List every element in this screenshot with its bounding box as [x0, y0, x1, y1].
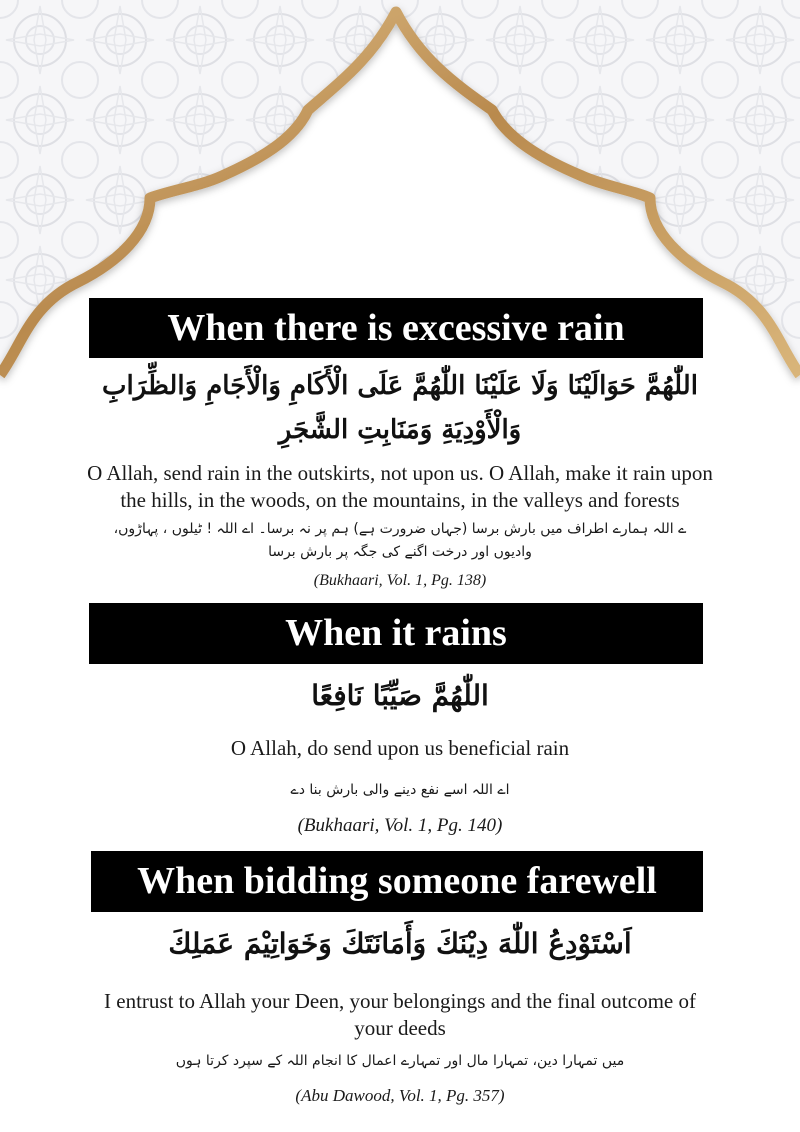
urdu-translation-excessive-rain-line2: وادیوں اور درخت اگنے کی جگہ پر بارش برسا	[268, 544, 532, 560]
section-heading-when-it-rains: When it rains	[89, 603, 703, 664]
arabic-dua-farewell: اَسْتَوْدِعُ اللّٰهَ دِيْنَكَ وَأَمَانَتَكَ وَخَوَاتِيْمَ عَمَلِكَ	[168, 927, 632, 960]
english-translation-when-it-rains: O Allah, do send upon us beneficial rain	[230, 736, 570, 760]
reference-excessive-rain: (Bukhaari, Vol. 1, Pg. 138)	[313, 572, 487, 589]
reference-when-it-rains: (Bukhaari, Vol. 1, Pg. 140)	[297, 815, 503, 836]
urdu-translation-when-it-rains: اے اللہ اسے نفع دینے والی بارش بنا دے	[290, 782, 510, 798]
section-heading-excessive-rain: When there is excessive rain	[89, 298, 703, 358]
english-translation-farewell: I entrust to Allah your Deen, your belongings and the final outcome of your deeds	[104, 989, 696, 1040]
arabic-dua-excessive-rain-line1: اللّٰهُمَّ حَوَالَيْنَا وَلَا عَلَيْنَا اللّٰهُمَّ عَلَى الْأَكَامِ وَالْأَجَامِ وَالظِّرَابِ	[102, 371, 698, 401]
section-heading-farewell: When bidding someone farewell	[91, 851, 703, 912]
arabic-dua-excessive-rain-line2: وَالْأَوْدِيَةِ وَمَنَابِتِ الشَّجَرِ	[278, 415, 522, 445]
english-translation-excessive-rain: O Allah, send rain in the outskirts, not upon us. O Allah, make it rain upon the hills, in the woods, on the mountains, in the valleys and forests	[87, 461, 713, 512]
reference-farewell: (Abu Dawood, Vol. 1, Pg. 357)	[295, 1086, 505, 1105]
urdu-translation-farewell: میں تمہارا دین، تمہارا مال اور تمہارے اعمال کا انجام اللہ کے سپرد کرتا ہوں	[175, 1053, 625, 1069]
arabic-dua-when-it-rains: اللّٰهُمَّ صَيِّبًا نَافِعًا	[311, 679, 489, 712]
urdu-translation-excessive-rain-line1: ے اللہ ہمارے اطراف میں بارش برسا (جہاں ضرورت ہے) ہم پر نہ برسا۔ اے اللہ ! ٹیلوں ، پہاڑوں،	[113, 521, 687, 537]
